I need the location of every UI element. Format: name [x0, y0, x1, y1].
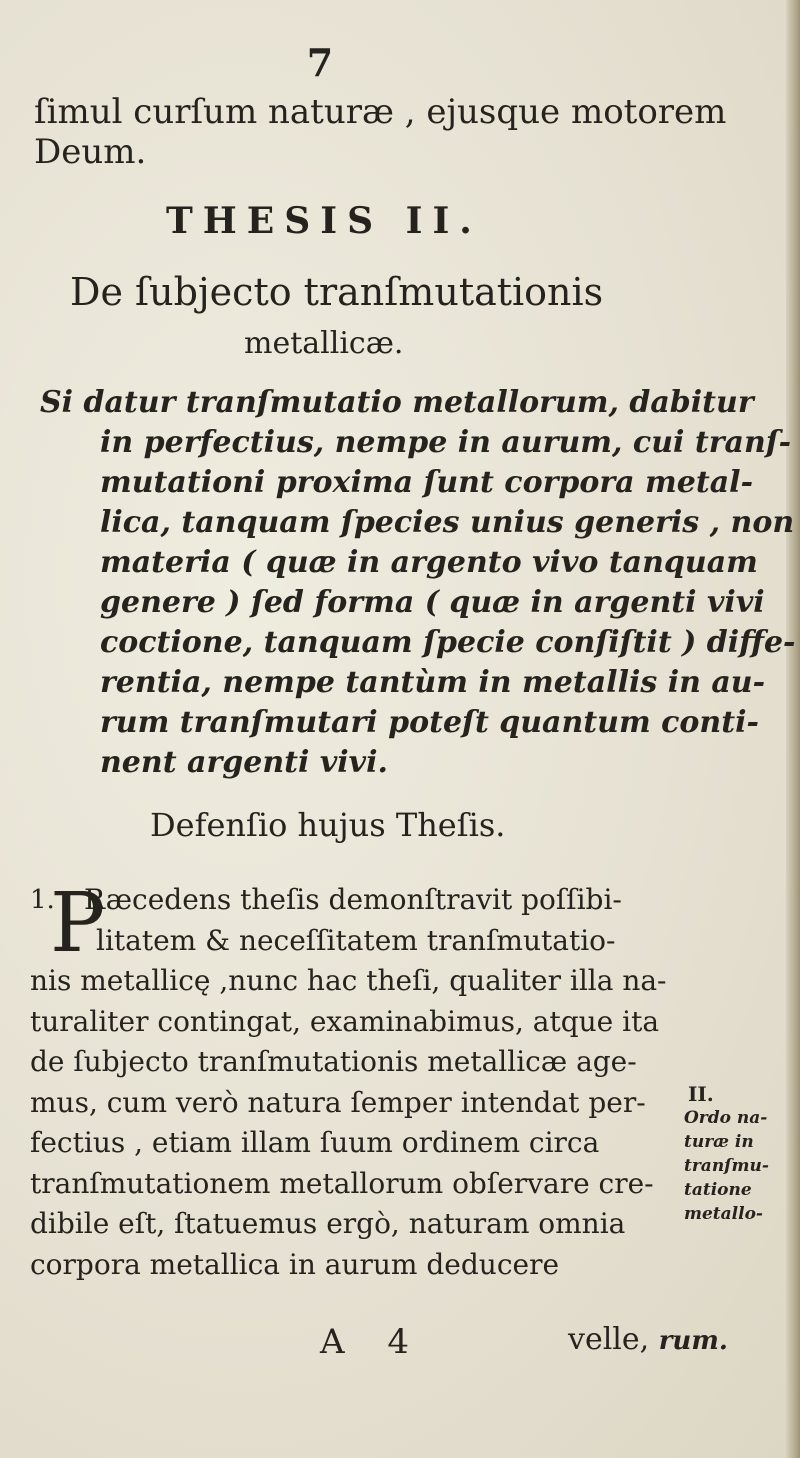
marginal-last-line: rum.: [658, 1326, 728, 1356]
statement-line: rentia, nempe tantùm in metallis in au-: [100, 665, 766, 700]
paragraph-line: nis metallicę ,nunc hac theſi, qualiter illa na-: [30, 964, 667, 997]
marginal-number: II.: [688, 1082, 714, 1106]
intro-line-1: ſimul curſum naturæ , ejusque motorem: [34, 92, 727, 132]
defense-heading: Defenſio hujus Theſis.: [150, 806, 506, 844]
catchword-text: velle,: [568, 1322, 650, 1357]
paragraph-line: mus, cum verò natura ſemper intendat per-: [30, 1085, 646, 1119]
thesis-heading: THESIS II.: [166, 200, 482, 242]
signature-mark: A 4: [320, 1322, 425, 1362]
paragraph-line: [30, 880, 630, 921]
paragraph-line: litatem & neceſſitatem tranſmutatio-: [96, 923, 616, 957]
statement-line: rum tranſmutari poteſt quantum conti-: [100, 705, 759, 740]
statement-line: lica, tanquam ſpecies unius generis , non: [100, 505, 795, 540]
page-edge: [786, 0, 800, 1458]
thesis-statement: [40, 383, 796, 783]
paragraph-line: corpora metallica in aurum deducere: [30, 1247, 560, 1281]
page-number: 7: [306, 40, 334, 85]
marginal-line: turæ in: [684, 1132, 754, 1152]
intro-line-2: Deum.: [34, 132, 147, 172]
statement-line: genere ) ſed forma ( quæ in argenti vivi: [100, 585, 765, 620]
statement-line: coctione, tanquam ſpecie conſiſtit ) diffe-: [100, 625, 796, 660]
statement-line: materia ( quæ in argento vivo tanquam: [100, 545, 758, 580]
paragraph-line: fectius , etiam illam ſuum ordinem circa: [30, 1126, 600, 1159]
statement-line: nent argenti vivi.: [100, 745, 388, 780]
statement-line: in perfectius, nempe in aurum, cui tranſ-: [100, 425, 792, 460]
paragraph-line-text: Ræcedens theſis demonſtravit poſſibi-: [84, 883, 622, 916]
paragraph-line: dibile eſt, ſtatuemus ergò, naturam omnia: [30, 1207, 626, 1240]
marginal-line: tatione: [684, 1180, 752, 1200]
drop-cap: P: [50, 876, 106, 971]
marginal-note: [684, 1082, 794, 1226]
marginal-line: tranſmu-: [684, 1156, 769, 1176]
paragraph-number: 1.: [30, 885, 55, 915]
defense-paragraph: [30, 876, 667, 1285]
paragraph-line: tranſmutationem metallorum obſervare cre-: [30, 1166, 654, 1200]
paragraph-line: de ſubjecto tranſmutationis metallicæ age-: [30, 1045, 637, 1078]
subtitle-line-1: De ſubjecto tranſmutationis: [70, 270, 604, 314]
marginal-line: Ordo na-: [684, 1108, 768, 1128]
statement-line: Si datur tranſmutatio metallorum, dabitur: [40, 385, 754, 420]
catchword: [568, 1322, 728, 1357]
statement-line: mutationi proxima ſunt corpora metal-: [100, 465, 754, 500]
marginal-line: metallo-: [684, 1204, 763, 1224]
paragraph-line: turaliter contingat, examinabimus, atque ita: [30, 1004, 660, 1038]
subtitle-line-2: metallicæ.: [244, 326, 404, 361]
